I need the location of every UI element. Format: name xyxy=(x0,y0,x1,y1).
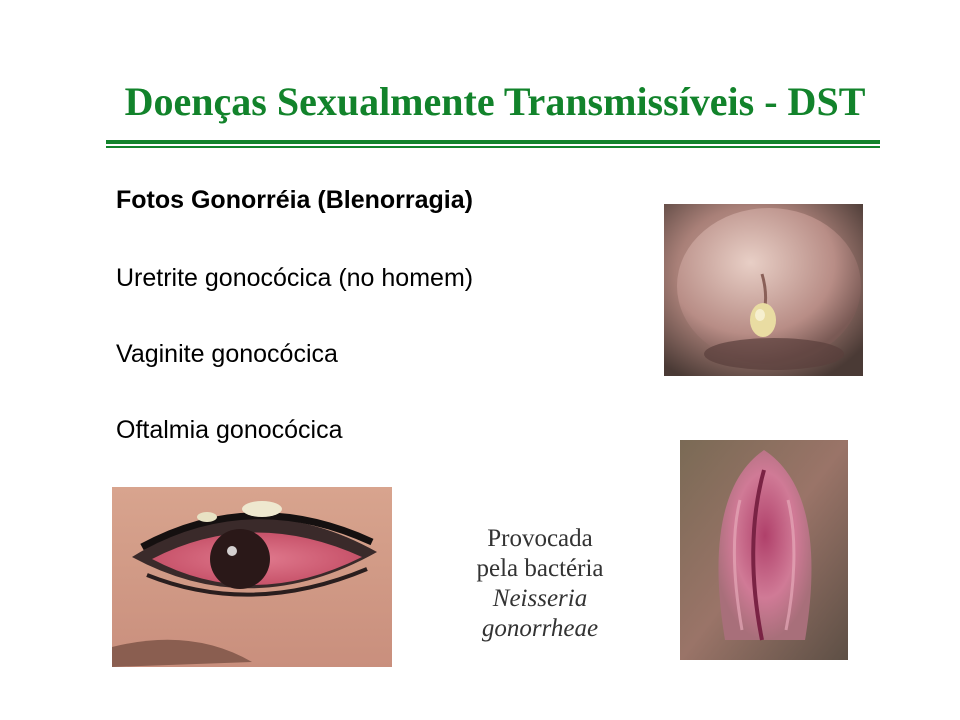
section-heading: Fotos Gonorréia (Blenorragia) xyxy=(116,186,473,214)
item-ophthalmia: Oftalmia gonocócica xyxy=(116,416,343,444)
item-vaginitis: Vaginite gonocócica xyxy=(116,340,338,368)
urethritis-photo xyxy=(664,204,863,376)
slide-title: Doenças Sexualmente Transmissíveis - DST xyxy=(124,79,866,124)
caption xyxy=(430,524,650,644)
caption-line-1: Provocada xyxy=(487,525,593,552)
vaginitis-photo xyxy=(680,440,848,660)
item-urethritis: Uretrite gonocócica (no homem) xyxy=(116,264,474,292)
title-rule-thick xyxy=(106,140,880,144)
caption-genus: Neisseria xyxy=(492,585,588,612)
caption-species: gonorrheae xyxy=(481,615,599,642)
caption-line-2: pela bactéria xyxy=(476,555,604,582)
title-rule-thin xyxy=(106,146,880,148)
ophthalmia-photo xyxy=(112,487,392,667)
